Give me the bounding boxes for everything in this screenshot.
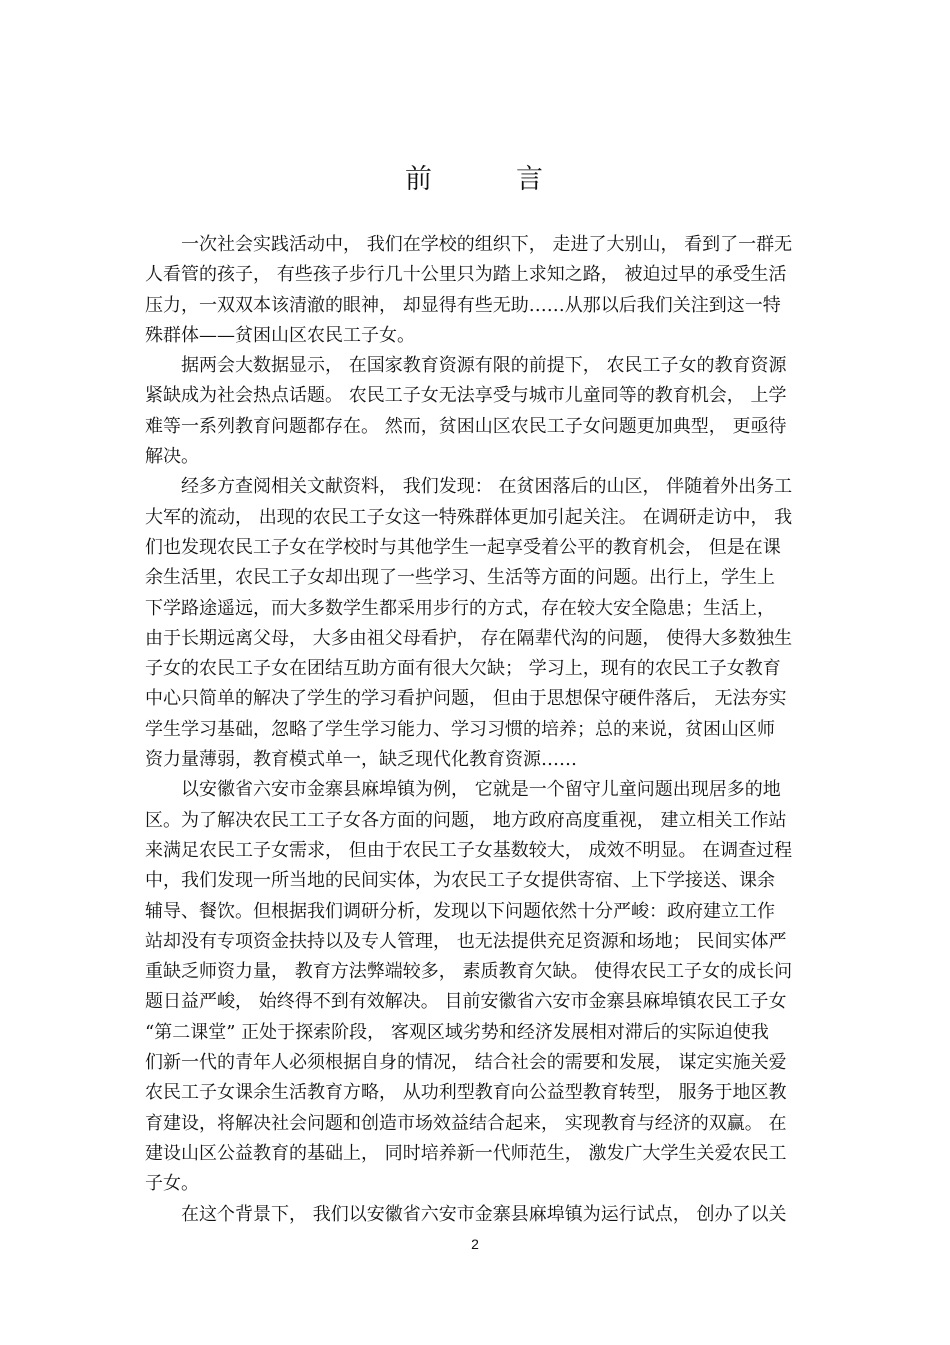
text-line: 们也发现农民工子女在学校时与其他学生一起享受着公平的教育机会， 但是在课 — [145, 536, 781, 558]
text-line: 子女。 — [145, 1173, 199, 1195]
page-title — [0, 163, 950, 197]
text-line: 农民工子女课余生活教育方略， 从功利型教育向公益型教育转型， 服务于地区教 — [145, 1082, 787, 1104]
text-line: 区。为了解决农民工工子女各方面的问题， 地方政府高度重视， 建立相关工作站 — [145, 809, 787, 831]
body-text — [145, 230, 810, 1230]
title-char-1: 前 — [405, 164, 434, 195]
text-line: 重缺乏师资力量， 教育方法弊端较多， 素质教育欠缺。 使得农民工子女的成长问 — [145, 961, 793, 983]
text-line: 紧缺成为社会热点话题。 农民工子女无法享受与城市儿童同等的教育机会， 上学 — [145, 385, 787, 407]
text-line: 在这个背景下， 我们以安徽省六安市金寨县麻埠镇为运行试点， 创办了以关 — [181, 1203, 787, 1225]
text-line: 辅导、餐饮。但根据我们调研分析，发现以下问题依然十分严峻：政府建立工作 — [145, 900, 775, 922]
text-line: 余生活里，农民工子女却出现了一些学习、生活等方面的问题。出行上，学生上 — [145, 567, 775, 589]
page-number: 2 — [471, 1236, 479, 1252]
text-line: “第二课堂” 正处于探索阶段， 客观区域劣势和经济发展相对滞后的实际迫使我 — [145, 1021, 769, 1043]
text-line: 中心只简单的解决了学生的学习看护问题， 但由于思想保守硬件落后， 无法夯实 — [145, 688, 787, 710]
text-line: 殊群体——贫困山区农民工子女。 — [145, 324, 415, 346]
text-line: 解决。 — [145, 446, 199, 468]
text-line: 题日益严峻， 始终得不到有效解决。 目前安徽省六安市金寨县麻埠镇农民工子女 — [145, 991, 787, 1013]
text-line: 经多方查阅相关文献资料， 我们发现： 在贫困落后的山区， 伴随着外出务工 — [181, 476, 793, 498]
text-line: 资力量薄弱，教育模式单一，缺乏现代化教育资源…… — [145, 749, 577, 771]
text-line: 中，我们发现一所当地的民间实体，为农民工子女提供寄宿、上下学接送、课余 — [145, 870, 775, 892]
text-line: 学生学习基础，忽略了学生学习能力、学习习惯的培养；总的来说，贫困山区师 — [145, 718, 775, 740]
text-line: 大军的流动， 出现的农民工子女这一特殊群体更加引起关注。 在调研走访中， 我 — [145, 506, 793, 528]
text-line: 育建设，将解决社会问题和创造市场效益结合起来， 实现教育与经济的双赢。 在 — [145, 1112, 787, 1134]
text-line: 子女的农民工子女在团结互助方面有很大欠缺； 学习上，现有的农民工子女教育 — [145, 658, 781, 680]
text-line: 以安徽省六安市金寨县麻埠镇为例， 它就是一个留守儿童问题出现居多的地 — [181, 779, 781, 801]
text-line: 压力，一双双本该清澈的眼神， 却显得有些无助……从那以后我们关注到这一特 — [145, 294, 781, 316]
text-line: 来满足农民工子女需求， 但由于农民工子女基数较大， 成效不明显。 在调查过程 — [145, 839, 793, 861]
text-line: 据两会大数据显示， 在国家教育资源有限的前提下， 农民工子女的教育资源 — [181, 355, 787, 377]
text-line: 站却没有专项资金扶持以及专人管理， 也无法提供充足资源和场地； 民间实体严 — [145, 930, 787, 952]
text-line: 们新一代的青年人必须根据自身的情况， 结合社会的需要和发展， 谋定实施关爱 — [145, 1052, 787, 1074]
text-line: 一次社会实践活动中， 我们在学校的组织下， 走进了大别山， 看到了一群无 — [181, 234, 793, 255]
text-line: 难等一系列教育问题都存在。 然而，贫困山区农民工子女问题更加典型， 更亟待 — [145, 415, 787, 437]
text-line: 人看管的孩子， 有些孩子步行几十公里只为踏上求知之路， 被迫过早的承受生活 — [145, 264, 787, 286]
text-line: 下学路途遥远，而大多数学生都采用步行的方式，存在较大安全隐患；生活上， — [145, 597, 775, 619]
text-line: 建设山区公益教育的基础上， 同时培养新一代师范生， 激发广大学生关爱农民工 — [145, 1142, 787, 1164]
title-char-2: 言 — [516, 164, 545, 195]
text-line: 由于长期远离父母， 大多由祖父母看护， 存在隔辈代沟的问题， 使得大多数独生 — [145, 627, 793, 649]
